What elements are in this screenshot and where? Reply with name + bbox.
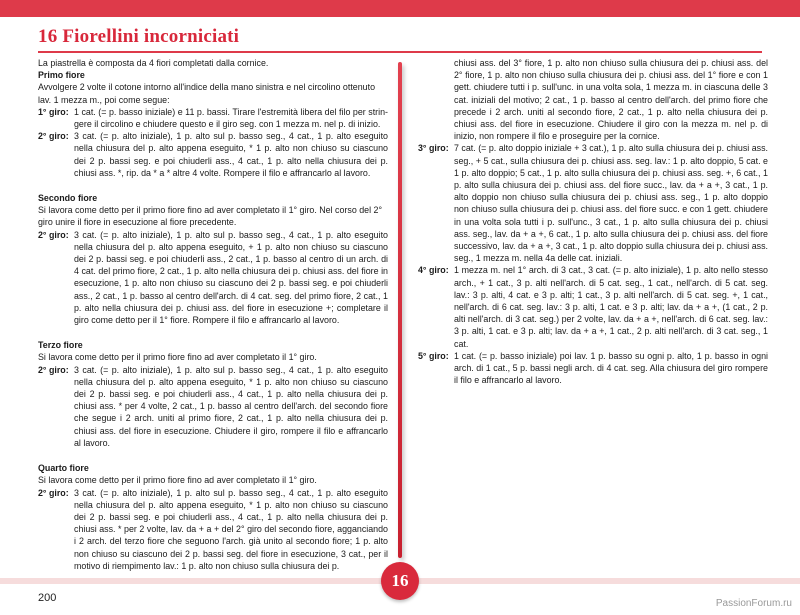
section-title: Quarto fiore (38, 463, 89, 474)
round-label: 2° giro: (38, 487, 69, 498)
section-primo-fiore (38, 69, 388, 179)
round-label: 4° giro: (418, 265, 449, 276)
round-text: 1 mezza m. nel 1° arch. di 3 cat., 3 cat. (= p. alto iniziale), 1 p. alto nello stesso arch., + 1 cat., 3 p. alti nell'arch. di 5 cat. seg., 1 cat., nell'arch. di 5 cat. seg. lav.: 3 p. alti, 4 cat. e 3 p. alti; 1 cat., 3 p. alti nell'arch. di 5 cat. seg. +, 1 cat., nell'arch. di 6 cat. seg. lav.: 3 p. alti, 1 cat. e 3 p. alti; lav. da + a +, (1 cat., 2 p. alti nell'arch. di 3 cat. seg.) per 2 volte, lav. da + a +, nell'arch. di 6 cat. seg. lav.: 3 p. alti, 1 cat. e 3 p. alti; lav. da + a +, 1 cat., 2 p. alti nell'arch. di 3 cat. seg., 1 cat. (454, 265, 768, 349)
round-row (418, 142, 768, 264)
round-label: 2° giro: (38, 364, 69, 375)
section-title: Terzo fiore (38, 340, 83, 351)
watermark: PassionForum.ru (715, 598, 792, 609)
left-column (38, 57, 388, 585)
round-row (38, 487, 388, 572)
section-secondo-fiore (38, 192, 388, 326)
round-row (38, 229, 388, 327)
chapter-badge: 16 (381, 562, 419, 600)
right-column (418, 57, 768, 386)
round-row (38, 106, 388, 130)
section-terzo-fiore (38, 339, 388, 449)
intro-text: La piastrella è composta da 4 fiori completati dalla cornice. (38, 58, 269, 68)
continuation-text: chiusi ass. del 3° fiore, 1 p. alto non chiuso sulla chiusura dei p. chiusi ass. del 2° fiore, 1 p. alto non chiuso sulla chiusura dei p. chiusi ass. del 1° fiore e con 1 gett. chiudere tutti i p. sull'unc. in una volta sola, 1 mezza m. in ciascuna delle 3 cat. iniziali del motivo; 2 cat., 1 p. basso al centro dell'arch. del primo fiore che precede i 2 arch. uniti al secondo fiore, 2 cat., 1 p. alto nella chiusura dei p. chiusi ass. del fiore in esecuzione. Chiudere il giro con la mezza m. nel p. di inizio, non rompere il filo e proseguire per la cornice. (454, 58, 768, 142)
round-text: 3 cat. (= p. alto iniziale), 1 p. alto sul p. basso seg., 4 cat., 1 p. alto eseguito nella chiusura del p. alto appena eseguito, * 1 p. alto non chiuso su ciascuno dei 2 p. bassi seg. e poi chiuderli ass., 4 cat., 1 p. alto nella chiusura dei p. chiusi ass. * per 4 volte, 2 cat., 1 p. basso al centro dell'arch. del secondo fiore che segue i 2 arch. uniti al primo fiore, 2 cat., 1 p. alto nella chiusura dei p. chiusi ass. del fiore in esecuzione. Chiudere il giro, rompere il filo e affrancarlo al lavoro. (74, 364, 388, 448)
section-intro: Si lavora come detto per il primo fiore fino ad aver completato il 1° giro. (38, 352, 317, 363)
round-label: 1° giro: (38, 106, 69, 117)
page-title: 16 Fiorellini incorniciati (38, 26, 240, 47)
round-label: 3° giro: (418, 143, 449, 154)
round-text: 1 cat. (= p. basso iniziale) poi lav. 1 p. basso su ogni p. alto, 1 p. basso in ogni arch. di 1 cat., 5 p. bassi negli arch. di 4 cat. seg. Alla chiusura del giro rompere il filo e affrancarlo al lavoro. (454, 350, 768, 386)
column-divider (398, 62, 402, 558)
section-quarto-fiore (38, 462, 388, 572)
round-label: 2° giro: (38, 131, 69, 142)
round-row (418, 350, 768, 387)
section-title: Secondo fiore (38, 193, 98, 204)
section-intro: Avvolgere 2 volte il cotone intorno all'indice della mano sinistra e nel circolino ottenuto lav. 1 mezza m., poi come segue: (38, 82, 376, 105)
round-text: 1 cat. (= p. basso iniziale) e 11 p. bassi. Tirare l'estremità libera del filo per stringere il circolino e chiudere questo e il giro seg. con 1 mezza m. nel p. di inizio. (74, 106, 388, 130)
round-text: 3 cat. (= p. alto iniziale), 1 p. alto sul p. basso seg., 4 cat., 1 p. alto eseguito nella chiusura del p. alto appena eseguito, + 1 p. alto non chiuso su ciascuno dei 2 p. bassi seg. e poi chiuderli ass., 2 cat., 1 p. basso al centro di un arch. di 4 cat. del primo fiore, 2 cat., 1 p. alto nella chiusura dei p. chiusi ass. del fiore in esecuzione, 1 p. alto non chiuso su ciascuno dei 2 p. bassi seg. e poi chiuderli ass., 2 cat., 1 p. basso al centro dell'arch. di 4 cat. seg. del primo fiore, 2 cat., 1 p. alto nella chiusura dei p. chiusi ass. del fiore in esecuzione +; completare il giro come detto per il 1° fiore. Rompere il filo e affrancarlo al lavoro. (74, 229, 388, 326)
round-row (38, 364, 388, 449)
round-label: 5° giro: (418, 350, 449, 361)
round-text: 7 cat. (= p. alto doppio iniziale + 3 cat.), 1 p. alto sulla chiusura dei p. chiusi ass. seg., + 5 cat., sulla chiusura dei p. chiusi ass. seg. lav.: 1 p. alto doppio, 5 cat. e 1 p. alto doppio; 5 cat., 1 p. alto sulla chiusura dei p. chiusi ass. seg. +, 6 cat., 1 p. alto sulla chiusura dei p. chiusi ass. del fiore succ., lav. da + a +, 3 cat., 1 p. alto doppio non chiuso sulla chiusura dei p. chiusi ass. seg., 1 p. alto doppio non chiuso sulla chiusura dei p. chiusi ass. del fiore succ. e con 1 gett. chiudere in una volta sola tutti i p. sull'unc., 3 cat., 1 p. alto sulla chiusura dei p. chiusi ass. seg., lav. da + a +, 6 cat., 1 p. alto sulla chiusura dei p. chiusi ass. del fiore successivo, lav. da + a +, 3 cat., 1 p. alto doppio sulla chiusura dei p. chiusi ass. seg., 1 mezza m. nella 4a delle cat. iniziali. (454, 143, 768, 264)
round-text: 3 cat. (= p. alto iniziale), 1 p. alto sul p. basso seg., 4 cat., 1 p. alto eseguito nella chiusura del p. alto appena eseguito, * 1 p. alto non chiuso su ciascuno dei 2 p. bassi seg. e poi chiuderli ass., 4 cat., 1 p. alto nella chiusura dei p. chiusi ass. *, rip. da * a * altre 4 volte. Rompere il filo e affrancarlo al lavoro. (74, 131, 388, 178)
round-label: 2° giro: (38, 229, 69, 240)
top-accent-bar (0, 0, 800, 17)
round-row (38, 130, 388, 179)
section-title: Primo fiore (38, 70, 85, 81)
section-intro: Si lavora come detto per il primo fiore fino ad aver completato il 1° giro. Nel corso del 2° giro unire il fiore in esecuzione al fiore precedente. (38, 205, 383, 228)
section-intro: Si lavora come detto per il primo fiore fino ad aver completato il 1° giro. (38, 475, 317, 486)
page-number: 200 (38, 592, 57, 604)
title-underline (38, 51, 762, 53)
round-row (418, 264, 768, 349)
round-text: 3 cat. (= p. alto iniziale), 1 p. alto sul p. basso seg., 4 cat., 1 p. alto eseguito nella chiusura del p. alto appena eseguito, * 1 p. alto non chiuso su ciascuno dei 2 p. bassi seg. e poi chiuderli ass., 4 cat., 1 p. alto nella chiusura dei p. chiusi ass. * per 2 volte, lav. da + a + del 2° giro del secondo fiore, agganciando i 2 arch. del terzo fiore che seguono l'arch. già unito al secondo fiore; 1 p. alto non chiuso su ciascuno dei 2 p. bassi seg. del fiore in esecuzione, 3 cat., per il motivo di riempimento lav.: 1 p. alto non chiuso sulla chiusura dei p. (74, 487, 388, 571)
